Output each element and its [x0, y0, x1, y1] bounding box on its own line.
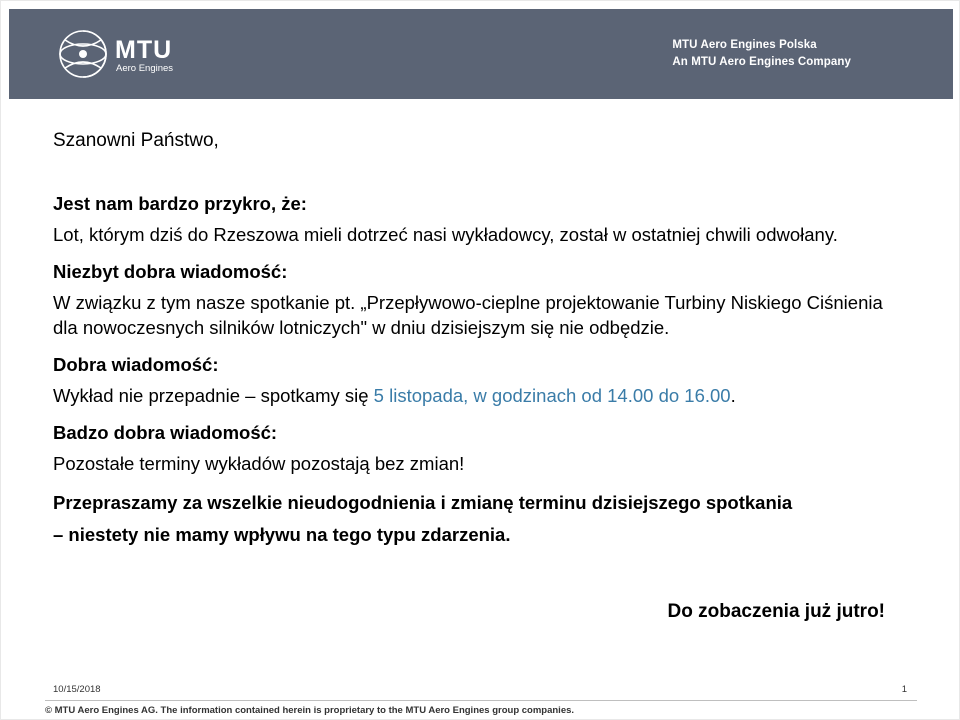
closing-text: Do zobaczenia już jutro! [667, 601, 885, 623]
mtu-aero-engines-logo [57, 28, 181, 80]
text-good-news-after: . [730, 385, 736, 407]
svg-text:Aero Engines: Aero Engines [116, 63, 174, 74]
text-bad-news: Lot, którym dziś do Rzeszowa mieli dotrzeć nasi wykładowcy, został w ostatniej chwili odwołany. [53, 224, 838, 246]
svg-text:MTU: MTU [115, 36, 173, 64]
text-not-great-news: W związku z tym nasze spotkanie pt. „Przepływowo-cieplne projektowanie Turbiny Niskiego Ciśnienia dla nowoczesnych silników lotniczych" w dniu dzisiejszym się nie odbędzie. [53, 292, 883, 339]
apology-line-2: – niestety nie mamy wpływu na tego typu zdarzenia. [53, 523, 511, 545]
heading-not-great-news: Niezbyt dobra wiadomość: [53, 260, 288, 282]
greeting-text: Szanowni Państwo, [53, 130, 219, 151]
footer-page-number: 1 [901, 684, 907, 695]
text-good-news-before: Wykład nie przepadnie – spotkamy się [53, 385, 374, 407]
text-very-good-news: Pozostałe terminy wykładów pozostają bez zmian! [53, 453, 465, 475]
slide-body [53, 129, 909, 623]
header-company-line-1: MTU Aero Engines Polska [672, 39, 817, 52]
text-good-news [53, 384, 909, 409]
footer-divider [45, 700, 917, 701]
heading-very-good-news: Badzo dobra wiadomość: [53, 421, 278, 443]
header-company-line-2: An MTU Aero Engines Company [672, 56, 851, 68]
text-good-news-date: 5 listopada, w godzinach od 14.00 do 16.00 [373, 385, 731, 407]
heading-good-news: Dobra wiadomość: [53, 353, 219, 375]
apology-line-1: Przepraszamy za wszelkie nieudogodnienia i zmianę terminu dzisiejszego spotkania [53, 492, 793, 514]
slide-header [9, 9, 953, 99]
mtu-logo-icon [57, 28, 181, 80]
footer-copyright: © MTU Aero Engines AG. The information contained herein is proprietary to the MTU Aero Engines group companies. [45, 705, 575, 716]
footer-date: 10/15/2018 [53, 684, 101, 695]
heading-bad-news: Jest nam bardzo przykro, że: [53, 192, 307, 214]
header-company-text [672, 37, 929, 70]
